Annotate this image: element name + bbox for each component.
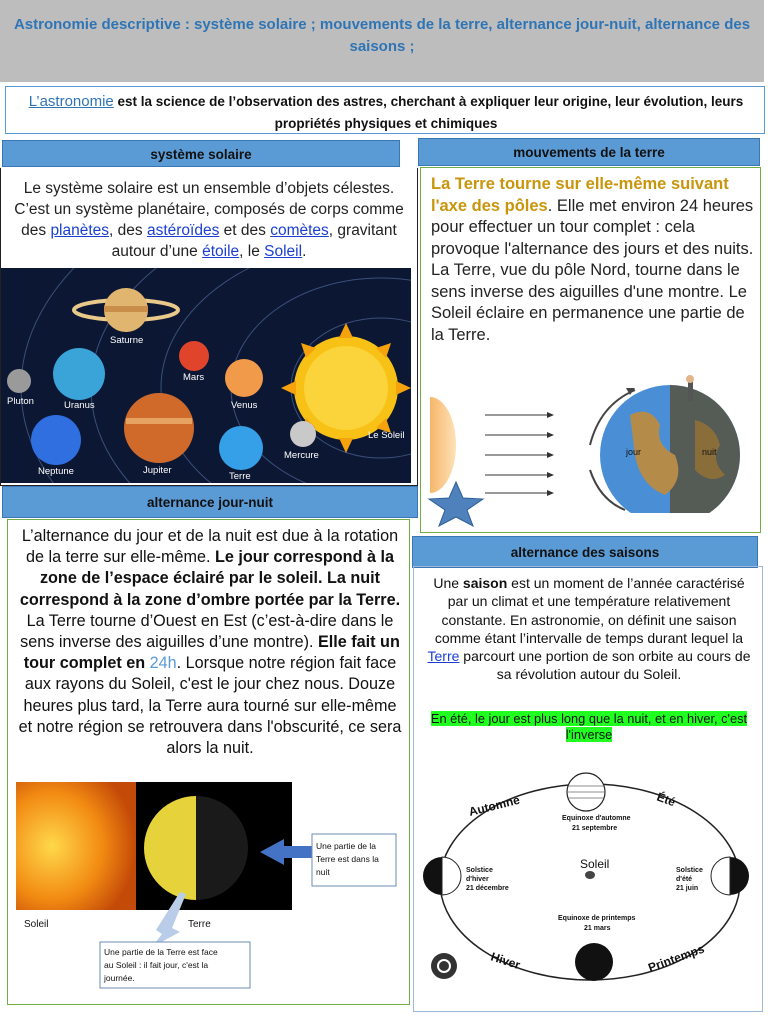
svg-text:Equinoxe de printemps: Equinoxe de printemps [558, 915, 636, 922]
mouvements-text: La Terre tourne sur elle-même suivant l'axe des pôles. Elle met environ 24 heures pour effectuer un tour complet : cela provoque l'alternance des jours et des nuits. La Terre, vue du pôle Nord, tourne dans le sens inverse des aiguilles d'une montre. Le Soleil éclaire en permanence une partie de la Terre. [431, 175, 754, 344]
svg-text:Soleil: Soleil [580, 857, 610, 871]
neptune-icon [31, 415, 81, 465]
venus-icon [225, 359, 263, 397]
highlight-24h: 24h [149, 654, 177, 673]
svg-text:Solstice: Solstice [676, 867, 703, 874]
header-systeme-solaire: système solaire [2, 140, 400, 167]
header-jour-nuit: alternance jour-nuit [2, 486, 418, 518]
jupiter-icon [124, 393, 194, 463]
svg-text:Hiver: Hiver [489, 949, 522, 973]
earth-icon [219, 426, 263, 470]
svg-text:Neptune: Neptune [38, 466, 74, 477]
saisons-highlight: En été, le jour est plus long que la nuit, et en hiver, c'est l'inverse [430, 711, 748, 742]
svg-text:d'hiver: d'hiver [466, 876, 489, 883]
camera-lens-icon [431, 953, 457, 979]
star-icon [425, 480, 487, 528]
header-saisons: alternance des saisons [412, 536, 758, 568]
svg-text:jour: jour [626, 447, 642, 457]
astronomie-link[interactable]: L’astronomie [28, 93, 114, 110]
earth-globe-icon [600, 385, 740, 513]
svg-text:Saturne: Saturne [110, 335, 144, 346]
svg-text:Terre: Terre [188, 919, 211, 930]
systeme-solaire-section [0, 168, 418, 486]
svg-text:Terre est dans la: Terre est dans la [316, 854, 379, 864]
svg-text:Solstice: Solstice [466, 867, 493, 874]
svg-text:Mercure: Mercure [284, 450, 319, 461]
svg-text:nuit: nuit [316, 867, 330, 877]
svg-text:Uranus: Uranus [64, 400, 95, 411]
svg-text:Mars: Mars [183, 372, 205, 383]
sun-icon [16, 782, 136, 910]
svg-text:21 juin: 21 juin [676, 885, 699, 892]
svg-text:Le Soleil: Le Soleil [368, 430, 405, 441]
mercury-icon [290, 421, 316, 447]
page-title: Astronomie descriptive : système solaire ; mouvements de la terre, alternance jour-nuit, alternance des saisons ; [13, 16, 751, 55]
svg-text:Une partie de la: Une partie de la [316, 841, 377, 851]
svg-text:Automne: Automne [467, 792, 522, 819]
seasons-orbit-diagram [420, 748, 760, 1006]
svg-text:Une partie de la Terre est fac: Une partie de la Terre est face [104, 947, 218, 957]
jour-nuit-text: L’alternance du jour et de la nuit est due à la rotation de la terre sur elle-même. Le jour correspond à la zone de l’espace éclairé par le soleil. La nuit correspond à la zone d’ombre portée par la Terre. La Terre tourne d’Ouest en Est (c’est-à-dire dans le sens inverse des aiguilles d’une montre). Elle fait un tour complet en 24h. Lorsque notre région fait face aux rayons du Soleil, c'est le jour chez nous. Douze heures plus tard, la Terre aura tourné sur elle-même et notre région se retrouvera dans l'obscurité, ce sera alors la nuit. [18, 527, 402, 758]
link-planetes[interactable]: planètes [50, 222, 110, 239]
link-cometes[interactable]: comètes [270, 222, 329, 239]
svg-text:d'été: d'été [676, 876, 693, 883]
definition-text [18, 91, 754, 134]
link-soleil[interactable]: Soleil [264, 243, 303, 260]
definition-body: est la science de l’observation des astres, cherchant à expliquer leur origine, leur évolution, leurs propriétés physiques et chimiques [113, 94, 744, 131]
link-terre[interactable]: Terre [427, 648, 460, 665]
svg-text:21 décembre: 21 décembre [466, 885, 509, 892]
day-night-illustration [16, 782, 400, 992]
earth-winter-icon [423, 857, 461, 895]
earth-autumn-icon [567, 773, 605, 811]
systeme-solaire-text: Le système solaire est un ensemble d’objets célestes. C’est un système planétaire, composés de corps comme des planètes, des astéroïdes et des comètes, gravitant autour d’une étoile, le Soleil. [14, 180, 404, 260]
sun-icon [585, 871, 595, 879]
svg-text:Terre: Terre [229, 471, 251, 482]
link-asteroides[interactable]: astéroïdes [146, 222, 220, 239]
pluto-icon [7, 369, 31, 393]
svg-text:nuit: nuit [702, 447, 717, 457]
svg-text:journée.: journée. [104, 973, 135, 983]
svg-text:Equinoxe d'automne: Equinoxe d'automne [562, 815, 631, 822]
mars-icon [179, 341, 209, 371]
svg-text:Printemps: Printemps [646, 941, 707, 975]
earth-spring-icon [575, 943, 613, 981]
svg-text:21 mars: 21 mars [584, 925, 611, 932]
svg-text:21 septembre: 21 septembre [572, 825, 618, 832]
uranus-icon [53, 348, 105, 400]
header-mouvements: mouvements de la terre [418, 138, 760, 166]
svg-text:Soleil: Soleil [24, 919, 49, 930]
saisons-text: Une saison est un moment de l’année caractérisé par un climat et une température relativement constante. En astronomie, on définit une saison comme étant l’intervalle de temps durant lequel la Terre parcourt une portion de son orbite au cours de sa révolution autour du Soleil. [427, 575, 751, 683]
svg-text:Venus: Venus [231, 400, 258, 411]
svg-text:Pluton: Pluton [7, 396, 34, 407]
solar-system-illustration [1, 268, 411, 483]
svg-text:au Soleil : il fait jour, c'es: au Soleil : il fait jour, c'est la [104, 960, 209, 970]
svg-text:Jupiter: Jupiter [143, 465, 172, 476]
earth-icon [144, 796, 248, 900]
earth-summer-icon [711, 857, 749, 895]
svg-text:Été: Été [654, 789, 678, 810]
link-etoile[interactable]: étoile [202, 243, 240, 260]
definition-box [5, 86, 765, 134]
